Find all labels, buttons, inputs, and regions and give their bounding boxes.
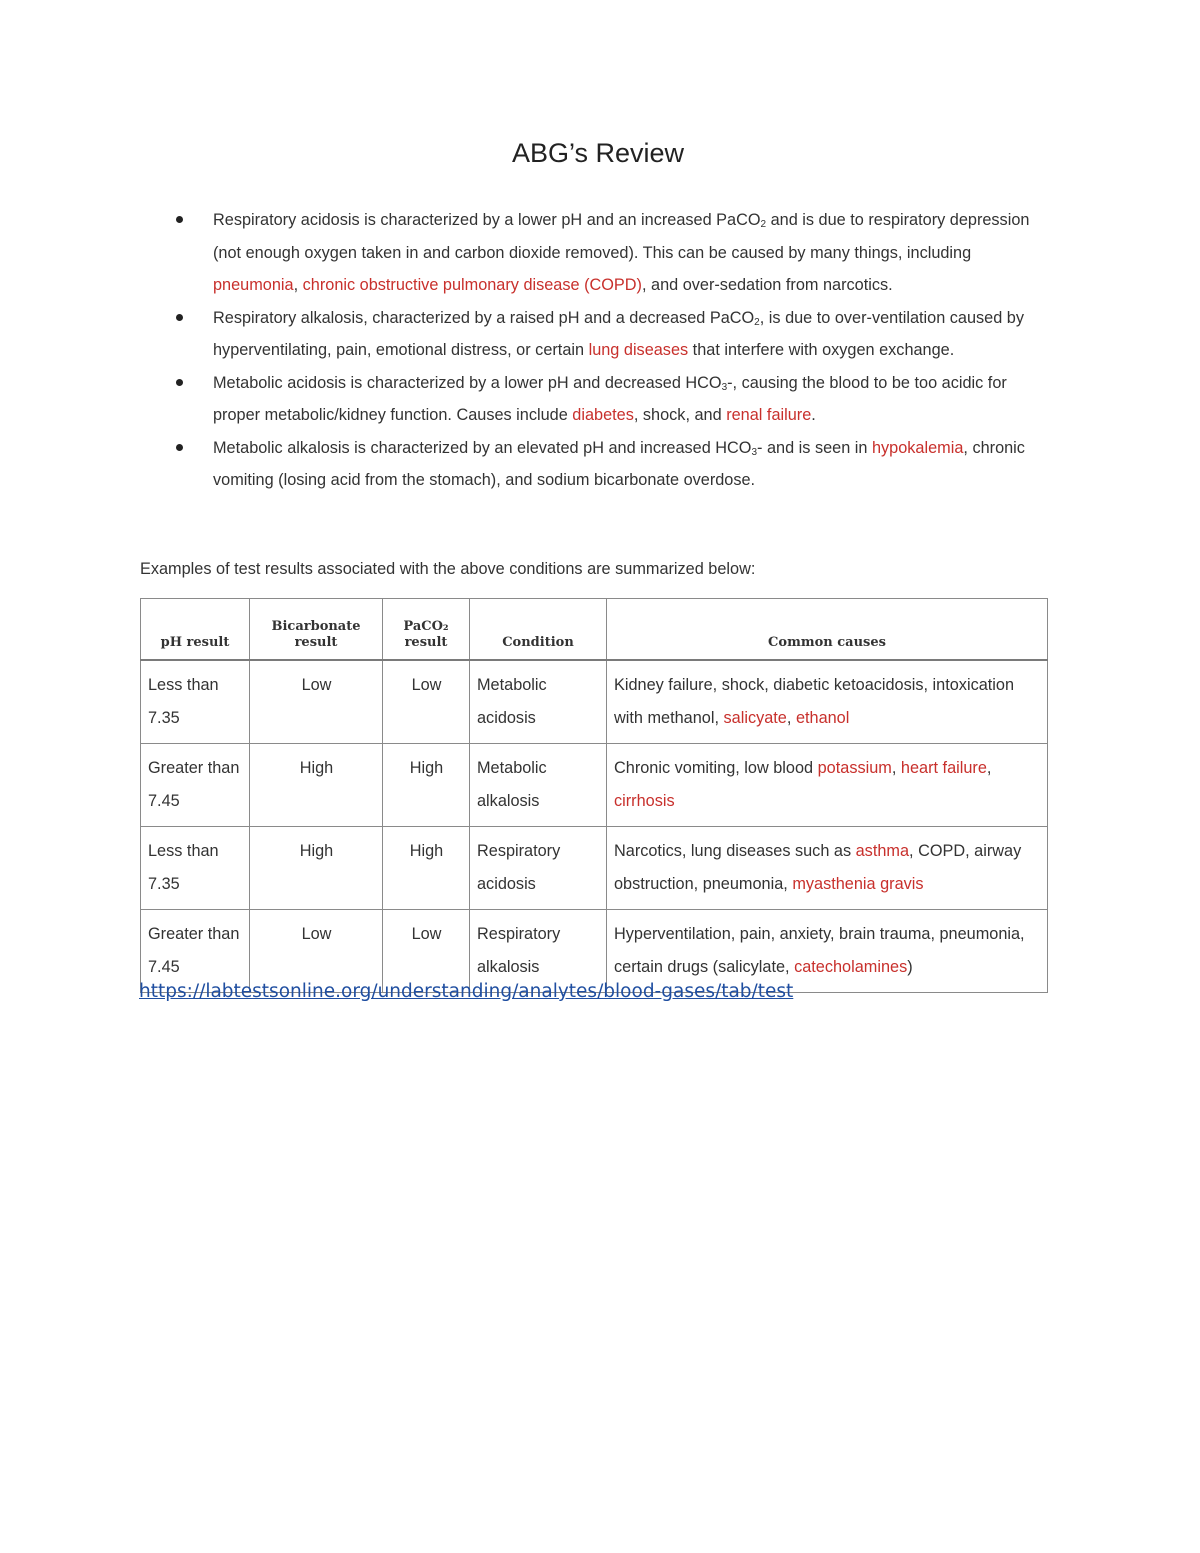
- text-run: , and over-sedation from narcotics.: [641, 276, 893, 294]
- header-common-causes: Common causes: [607, 599, 1048, 661]
- bullet-item: [176, 367, 1056, 432]
- cell-paco2: High: [383, 744, 470, 827]
- highlighted-term: lung diseases: [588, 341, 689, 359]
- cell-condition: Respiratory alkalosis: [470, 910, 607, 993]
- text-run: , COPD, airway obstruction, pneumonia,: [614, 842, 1022, 893]
- text-run: Narcotics, lung diseases such as: [614, 842, 856, 860]
- highlighted-term: potassium: [817, 759, 892, 777]
- highlighted-term: renal failure: [726, 406, 812, 424]
- cell-condition: Respiratory acidosis: [470, 827, 607, 910]
- text-run: Metabolic acidosis is characterized by a lower pH and decreased HCO: [213, 373, 722, 392]
- cell-causes: [607, 827, 1048, 910]
- text-run: - and is seen in: [757, 438, 872, 457]
- bullet-item: [176, 432, 1056, 497]
- cell-ph: Greater than 7.45: [141, 744, 250, 827]
- table-row: [141, 827, 1048, 910]
- header-condition: Condition: [470, 599, 607, 661]
- text-run: ): [907, 958, 913, 976]
- highlighted-term: heart failure: [900, 759, 987, 777]
- text-run: Respiratory acidosis is characterized by a lower pH and an increased PaCO: [213, 211, 761, 229]
- text-run: Kidney failure, shock, diabetic ketoacidosis, intoxication with methanol,: [614, 676, 1015, 727]
- text-run: 3: [751, 446, 758, 458]
- text-run: Respiratory alkalosis, characterized by a raised pH and a decreased PaCO: [213, 308, 755, 327]
- abg-results-table: [140, 598, 1048, 993]
- text-run: ,: [293, 276, 303, 294]
- cell-condition: Metabolic acidosis: [470, 660, 607, 744]
- cell-causes: [607, 744, 1048, 827]
- page-title: ABG’s Review: [511, 138, 685, 168]
- cell-bicarbonate: High: [250, 827, 383, 910]
- highlighted-term: chronic obstructive pulmonary disease (COPD): [302, 276, 642, 294]
- text-run: , shock, and: [633, 406, 727, 424]
- text-run: and is due to respiratory depression (not enough oxygen taken in and carbon dioxide removed). This can be caused by many things, including: [213, 211, 1030, 262]
- condition-bullet-list: [176, 204, 1056, 497]
- text-run: that interfere with oxygen exchange.: [688, 341, 955, 359]
- text-run: ,: [786, 709, 796, 727]
- text-run: 2: [754, 316, 760, 328]
- cell-condition: Metabolic alkalosis: [470, 744, 607, 827]
- text-run: ,: [891, 759, 901, 777]
- bullet-dot-icon: [176, 216, 183, 223]
- text-run: , is due to over-ventilation caused by hyperventilating, pain, emotional distress, or certain: [213, 308, 1025, 359]
- table-row: [141, 744, 1048, 827]
- cell-ph: Less than 7.35: [141, 827, 250, 910]
- header-ph-result: pH result: [141, 599, 250, 661]
- header-paco2-result: PaCO₂ result: [383, 599, 470, 661]
- cell-causes: [607, 660, 1048, 744]
- text-run: .: [811, 406, 816, 424]
- highlighted-term: ethanol: [795, 709, 850, 727]
- table-intro-text: Examples of test results associated with the above conditions are summarized below:: [140, 560, 756, 578]
- cell-paco2: Low: [383, 660, 470, 744]
- table-header-row: [141, 599, 1048, 661]
- text-run: , chronic vomiting (losing acid from the stomach), and sodium bicarbonate overdose.: [213, 438, 1025, 489]
- highlighted-term: myasthenia gravis: [792, 875, 924, 893]
- bullet-item: [176, 204, 1056, 302]
- text-run: 3: [721, 381, 728, 393]
- cell-ph: Less than 7.35: [141, 660, 250, 744]
- bullet-dot-icon: [176, 444, 183, 451]
- highlighted-term: pneumonia: [213, 276, 294, 294]
- table-row: [141, 660, 1048, 744]
- highlighted-term: asthma: [855, 842, 910, 860]
- cell-bicarbonate: Low: [250, 910, 383, 993]
- highlighted-term: diabetes: [572, 406, 634, 424]
- cell-bicarbonate: Low: [250, 660, 383, 744]
- text-run: ,: [986, 759, 992, 777]
- text-run: 2: [760, 219, 767, 230]
- highlighted-term: catecholamines: [794, 958, 908, 976]
- text-run: Hyperventilation, pain, anxiety, brain trauma, pneumonia, certain drugs (salicylate,: [614, 925, 1025, 976]
- cell-paco2: High: [383, 827, 470, 910]
- cell-ph: Greater than 7.45: [141, 910, 250, 993]
- highlighted-term: hypokalemia: [871, 438, 964, 457]
- bullet-dot-icon: [176, 314, 183, 321]
- text-run: -, causing the blood to be too acidic for proper metabolic/kidney function. Causes include: [213, 373, 1007, 424]
- cell-bicarbonate: High: [250, 744, 383, 827]
- cell-paco2: Low: [383, 910, 470, 993]
- highlighted-term: salicyate: [723, 709, 787, 727]
- text-run: Chronic vomiting, low blood: [614, 759, 818, 777]
- source-link[interactable]: https://labtestsonline.org/understanding/analytes/blood-gases/tab/test: [139, 981, 794, 1002]
- text-run: Metabolic alkalosis is characterized by an elevated pH and increased HCO: [213, 438, 752, 457]
- highlighted-term: cirrhosis: [614, 792, 675, 810]
- bullet-item: [176, 302, 1056, 367]
- bullet-dot-icon: [176, 379, 183, 386]
- header-bicarbonate-result: Bicarbonate result: [250, 599, 383, 661]
